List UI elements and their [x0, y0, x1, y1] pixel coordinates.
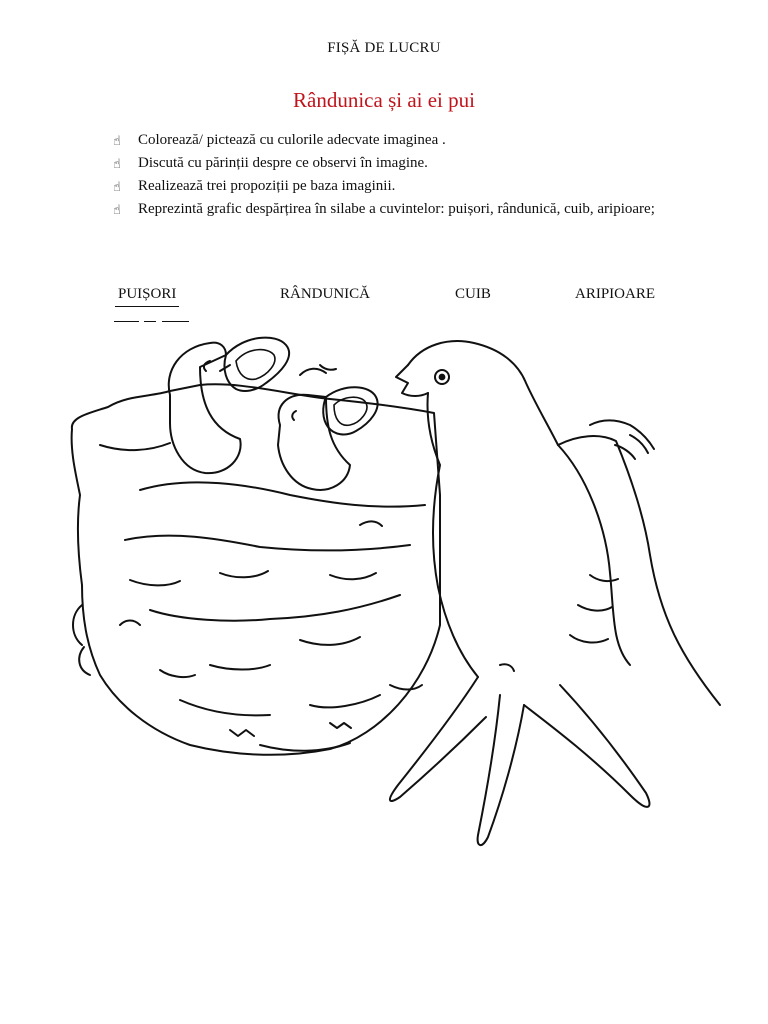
swallow-nest-illustration [30, 325, 750, 905]
swallow-drawing [390, 341, 720, 845]
task-item: ☝ Colorează/ pictează cu culorile adecvate imaginea . [113, 129, 673, 152]
word-aripioare: ARIPIOARE [575, 286, 656, 302]
hand-pointer-icon: ☝ [113, 203, 121, 218]
chick-one [169, 338, 289, 474]
nest-drawing [72, 365, 654, 755]
worksheet-header: FIȘĂ DE LUCRU [327, 40, 441, 56]
hand-pointer-icon: ☝ [113, 180, 121, 195]
syllable-line [144, 321, 156, 322]
task-item: ☝ Reprezintă grafic despărțirea în silabe a cuvintelor: puișori, rândunică, cuib, aripioare; [113, 198, 673, 221]
word-puisori: PUIȘORI [118, 286, 176, 303]
syllable-lines [114, 308, 194, 322]
task-list [113, 129, 673, 221]
word-underline [115, 306, 179, 307]
task-item: ☝ Discută cu părinții despre ce observi în imagine. [113, 152, 673, 175]
word-randunica: RÂNDUNICĂ [280, 286, 370, 302]
hand-pointer-icon: ☝ [113, 157, 121, 172]
worksheet-title: Rândunica și ai ei pui [293, 88, 475, 112]
syllable-line [114, 321, 139, 322]
syllable-line [162, 321, 189, 322]
word-list [0, 286, 768, 310]
hand-pointer-icon: ☝ [113, 134, 121, 149]
word-cuib: CUIB [455, 286, 491, 302]
task-item: ☝ Realizează trei propoziții pe baza imaginii. [113, 175, 673, 198]
